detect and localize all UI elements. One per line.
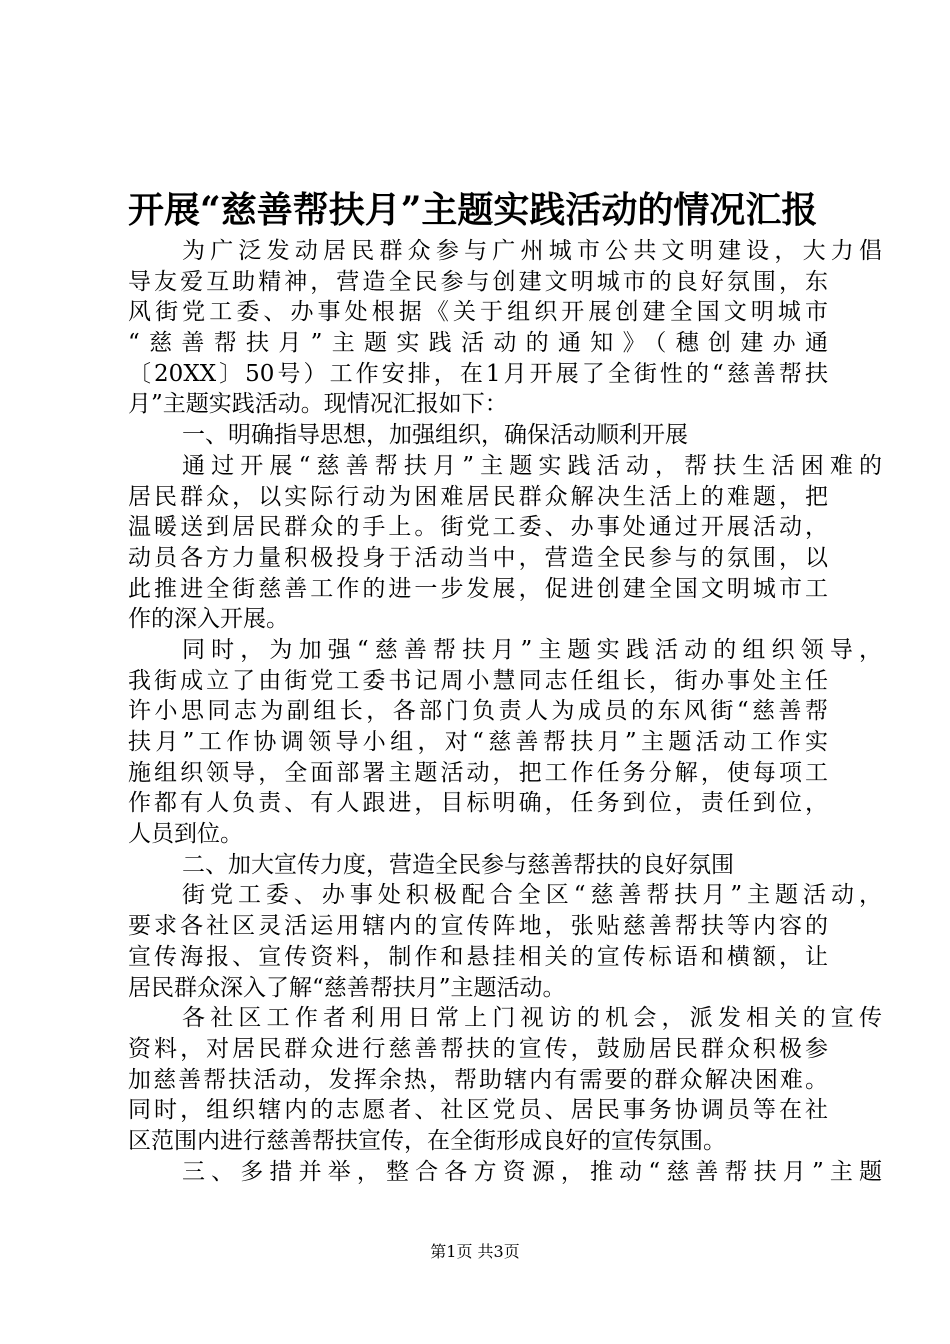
body-line: 许小思同志为副组长，各部门负责人为成员的东风街“慈善帮 xyxy=(128,698,828,725)
body-line: 风街党工委、办事处根据《关于组织开展创建全国文明城市 xyxy=(128,299,828,326)
page-footer: 第1页 共3页 xyxy=(430,1242,520,1261)
body-line: 〔20XX〕50号）工作安排，在1月开展了全街性的“慈善帮扶 xyxy=(128,360,828,387)
body-line: 同时，为加强“慈善帮扶月”主题实践活动的组织领导， xyxy=(182,636,882,663)
body-line: 人员到位。 xyxy=(128,821,243,848)
body-line: 温暖送到居民群众的手上。街党工委、办事处通过开展活动， xyxy=(128,514,828,541)
body-line: 资料，对居民群众进行慈善帮扶的宣传，鼓励居民群众积极参 xyxy=(128,1035,828,1062)
body-line: 宣传海报、宣传资料，制作和悬挂相关的宣传标语和横额，让 xyxy=(128,943,828,970)
body-line: 居民群众，以实际行动为困难居民群众解决生活上的难题，把 xyxy=(128,483,828,510)
body-line: 通过开展“慈善帮扶月”主题实践活动，帮扶生活困难的 xyxy=(182,452,882,479)
body-line: 要求各社区灵活运用辖内的宣传阵地，张贴慈善帮扶等内容的 xyxy=(128,913,828,940)
document-body xyxy=(128,236,882,1187)
body-line: 此推进全街慈善工作的进一步发展，促进创建全国文明城市工 xyxy=(128,575,828,602)
body-line: 为广泛发动居民群众参与广州城市公共文明建设，大力倡 xyxy=(182,238,882,264)
body-line: 我街成立了由街党工委书记周小慧同志任组长，街办事处主任 xyxy=(128,667,828,694)
body-line: “慈善帮扶月”主题实践活动的通知》（穗创建办通 xyxy=(128,330,828,357)
body-line: 各社区工作者利用日常上门视访的机会，派发相关的宣传 xyxy=(182,1005,882,1032)
body-line: 作都有人负责、有人跟进，目标明确，任务到位，责任到位， xyxy=(128,790,828,817)
body-line: 居民群众深入了解“慈善帮扶月”主题活动。 xyxy=(128,974,566,1001)
body-line: 街党工委、办事处积极配合全区“慈善帮扶月”主题活动， xyxy=(182,882,882,909)
body-line: 同时，组织辖内的志愿者、社区党员、居民事务协调员等在社 xyxy=(128,1097,828,1124)
section-heading-3: 三、多措并举，整合各方资源，推动“慈善帮扶月”主题 xyxy=(182,1158,882,1185)
body-line: 区范围内进行慈善帮扶宣传，在全街形成良好的宣传氛围。 xyxy=(128,1127,726,1154)
section-heading-2: 二、加大宣传力度，营造全民参与慈善帮扶的良好氛围 xyxy=(182,851,734,878)
section-heading-1: 一、明确指导思想，加强组织，确保活动顺利开展 xyxy=(182,422,688,449)
body-line: 加慈善帮扶活动，发挥余热，帮助辖内有需要的群众解决困难。 xyxy=(128,1066,828,1093)
body-line: 动员各方力量积极投身于活动当中，营造全民参与的氛围，以 xyxy=(128,544,828,571)
body-line: 施组织领导，全面部署主题活动，把工作任务分解，使每项工 xyxy=(128,759,828,786)
body-line: 月”主题实践活动。现情况汇报如下： xyxy=(128,391,508,418)
body-line: 导友爱互助精神，营造全民参与创建文明城市的良好氛围，东 xyxy=(128,268,828,295)
body-line: 作的深入开展。 xyxy=(128,606,289,633)
body-line: 扶月”工作协调领导小组，对“慈善帮扶月”主题活动工作实 xyxy=(128,729,828,755)
document-title: 开展“慈善帮扶月”主题实践活动的情况汇报 xyxy=(128,189,818,231)
